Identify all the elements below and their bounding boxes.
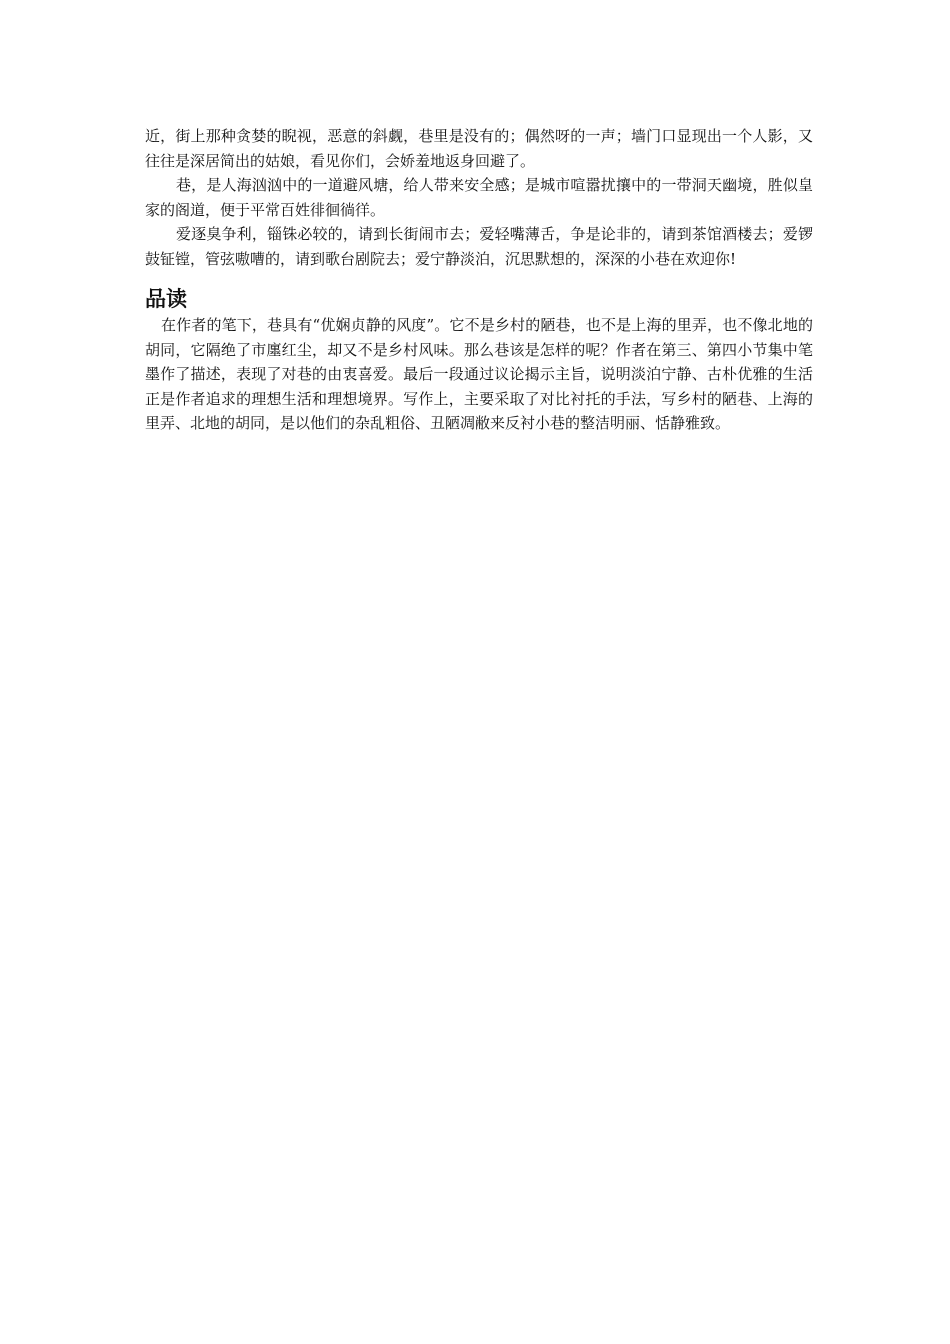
commentary-paragraph: 在作者的笔下，巷具有“优娴贞静的风度”。它不是乡村的陋巷，也不是上海的里弄，也不像北地的胡同，它隔绝了市廛红尘，却又不是乡村风味。那么巷该是怎样的呢？作者在第三、第四小节集中笔墨作了描述，表现了对巷的由衷喜爱。最后一段通过议论揭示主旨，说明淡泊宁静、古朴优雅的生活正是作者追求的理想生活和理想境界。写作上，主要采取了对比衬托的手法，写乡村的陋巷、上海的里弄、北地的胡同，是以他们的杂乱粗俗、丑陋凋敝来反衬小巷的整洁明丽、恬静雅致。 — [145, 316, 813, 432]
section-heading-pindu: 品读 — [145, 287, 187, 311]
essay-paragraph-conclusion: 爱逐臭争利，锱铢必较的，请到长街闹市去；爱轻嘴薄舌，争是论非的，请到茶馆酒楼去；爱锣鼓钲镗，管弦嗷嘈的，请到歌台剧院去；爱宁静淡泊，沉思默想的，深深的小巷在欢迎你! — [145, 225, 813, 268]
document-page — [145, 124, 813, 436]
essay-paragraph-shelter: 巷，是人海汹汹中的一道避风塘，给人带来安全感；是城市喧嚣扰攘中的一带洞天幽境，胜似皇家的阁道，便于平常百姓徘徊徜徉。 — [145, 176, 813, 219]
essay-paragraph-continued: 近，街上那种贪婪的睨视，恶意的斜觑，巷里是没有的；偶然呀的一声；墙门口显现出一个人影，又往往是深居简出的姑娘，看见你们，会娇羞地返身回避了。 — [145, 127, 813, 170]
